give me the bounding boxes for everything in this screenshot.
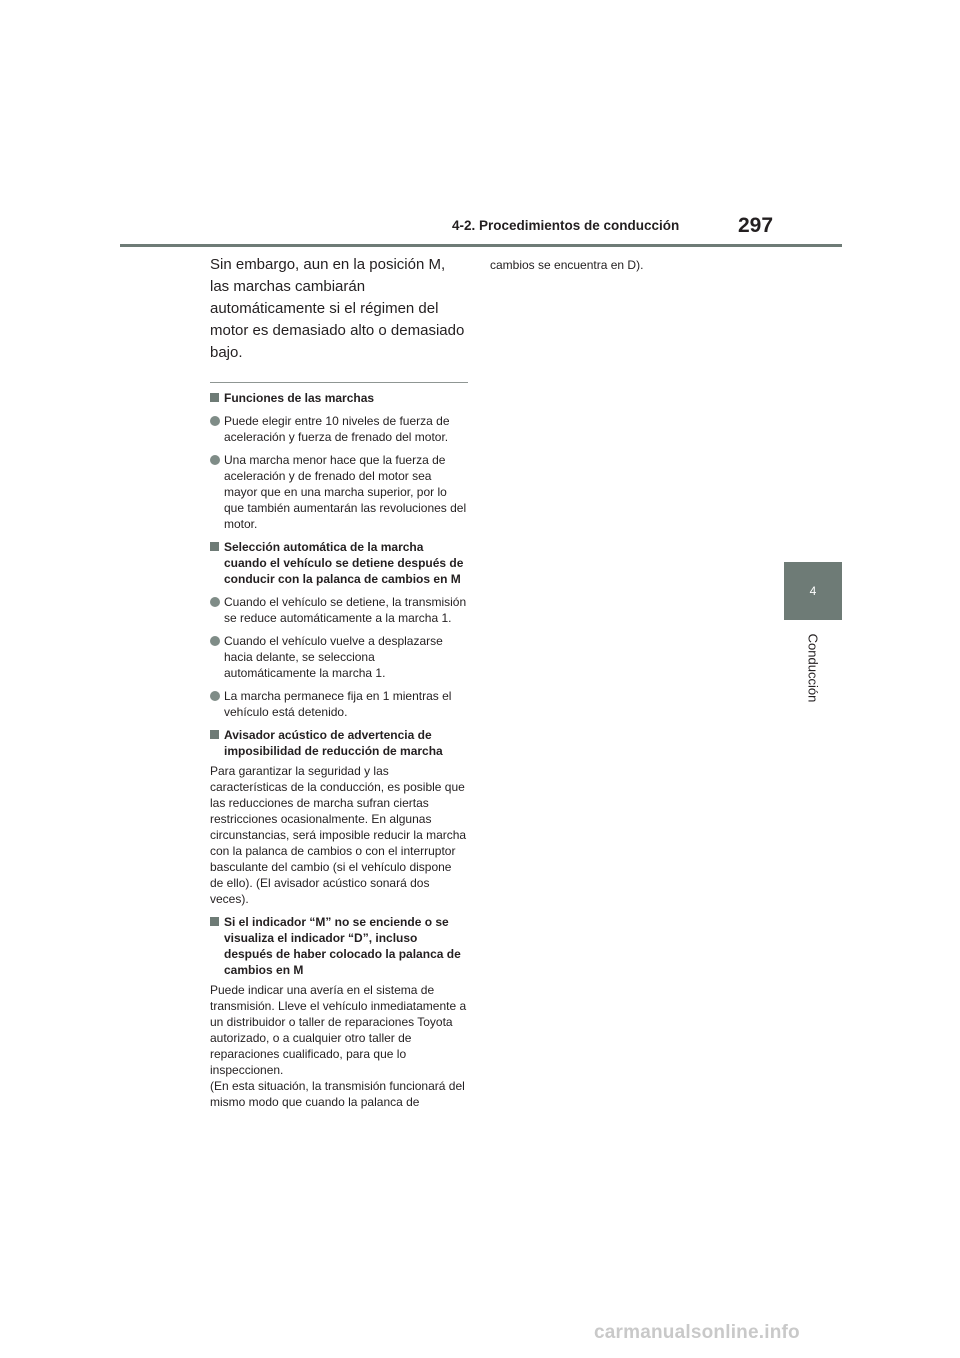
left-column <box>210 254 468 1110</box>
section-heading-text: Selección automática de la marcha cuando el vehículo se detiene después de conducir con la palanca de cambios en M <box>224 540 464 586</box>
section-heading <box>210 539 468 587</box>
list-item-text: La marcha permanece fija en 1 mientras el vehículo está detenido. <box>224 689 452 719</box>
chapter-tab <box>784 562 842 620</box>
list-item <box>210 594 468 626</box>
circle-bullet-icon <box>210 636 220 646</box>
chapter-number: 4 <box>809 584 817 598</box>
square-bullet-icon <box>210 393 219 402</box>
square-bullet-icon <box>210 917 219 926</box>
right-column <box>490 257 760 273</box>
section-heading <box>210 727 468 759</box>
section-body: Puede indicar una avería en el sistema de transmisión. Lleve el vehículo inmediatamente a un distribuidor o taller de reparaciones Toyota autorizado, o a cualquier otro taller de reparaciones cualificado, para que lo inspeccionen. (En esta situación, la transmisión funcionará del mismo modo que cuando la palanca de <box>210 983 467 1109</box>
list-item-text: Una marcha menor hace que la fuerza de aceleración y de frenado del motor sea mayor que en una marcha superior, por lo que también aumentarán las revoluciones del motor. <box>224 453 467 531</box>
section-body: Para garantizar la seguridad y las características de la conducción, es posible que las reducciones de marcha sufran ciertas restricciones ocasionalmente. En algunas circunstancias, será imposible reducir la marcha con la palanca de cambios o con el interruptor basculante del cambio (si el vehículo dispone de ello). (El avisador acústico sonará dos veces). <box>210 764 467 906</box>
section-heading-text: Funciones de las marchas <box>224 391 375 405</box>
watermark: carmanualsonline.info <box>594 1322 800 1343</box>
section-heading <box>210 914 468 978</box>
list-item-text: Cuando el vehículo se detiene, la transmisión se reduce automáticamente a la marcha 1. <box>224 595 467 625</box>
section-heading-text: Avisador acústico de advertencia de imposibilidad de reducción de marcha <box>224 728 443 758</box>
list-item <box>210 633 468 681</box>
section-heading-text: Si el indicador “M” no se enciende o se visualiza el indicador “D”, incluso después de haber colocado la palanca de cambios en M <box>224 915 461 977</box>
section-divider <box>210 382 468 383</box>
square-bullet-icon <box>210 730 219 739</box>
page-number: 297 <box>738 214 774 237</box>
circle-bullet-icon <box>210 691 220 701</box>
list-item <box>210 452 468 532</box>
circle-bullet-icon <box>210 597 220 607</box>
list-item-text: Puede elegir entre 10 niveles de fuerza de aceleración y fuerza de frenado del motor. <box>224 414 450 444</box>
chapter-label: Conducción <box>805 633 821 703</box>
list-item <box>210 413 468 445</box>
list-item-text: Cuando el vehículo vuelve a desplazarse hacia delante, se selecciona automáticamente la marcha 1. <box>224 634 443 680</box>
header-divider <box>120 244 842 247</box>
continuation-text: cambios se encuentra en D). <box>490 258 644 272</box>
section-heading <box>210 390 468 406</box>
circle-bullet-icon <box>210 455 220 465</box>
circle-bullet-icon <box>210 416 220 426</box>
square-bullet-icon <box>210 542 219 551</box>
lead-paragraph: Sin embargo, aun en la posición M, las marchas cambiarán automáticamente si el régimen del motor es demasiado alto o demasiado bajo. <box>210 256 465 361</box>
section-title: 4-2. Procedimientos de conducción <box>452 218 680 233</box>
list-item <box>210 688 468 720</box>
